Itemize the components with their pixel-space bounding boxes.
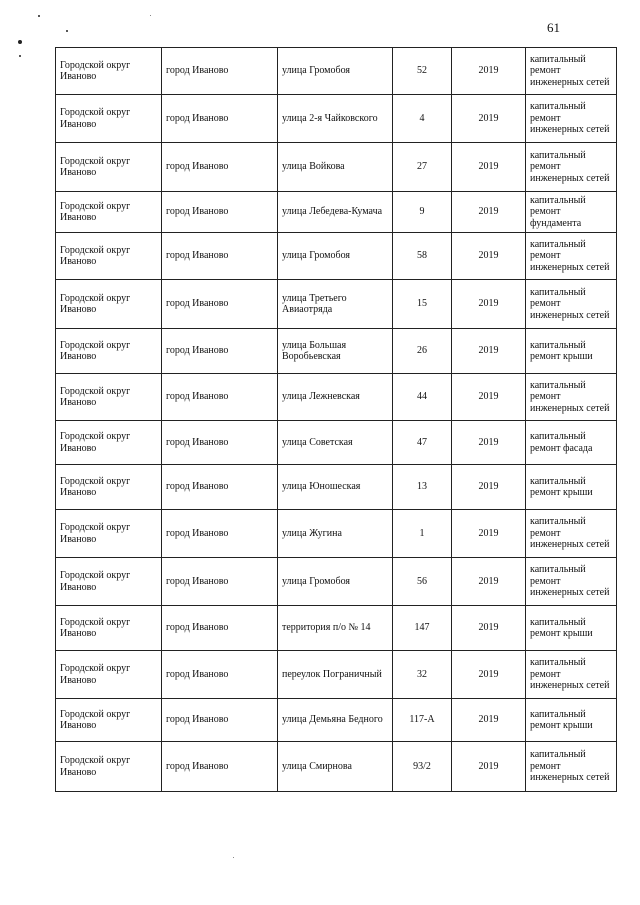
cell-okrug: Городской округ Иваново [56, 421, 162, 465]
cell-house-number: 52 [393, 48, 452, 95]
cell-okrug: Городской округ Иваново [56, 699, 162, 742]
cell-year: 2019 [452, 329, 526, 374]
cell-street: улица Демьяна Бедного [278, 699, 393, 742]
table-row [56, 192, 617, 233]
cell-work-type: капитальный ремонт инженерных сетей [526, 651, 617, 699]
cell-year: 2019 [452, 421, 526, 465]
cell-year: 2019 [452, 48, 526, 95]
cell-work-type: капитальный ремонт инженерных сетей [526, 558, 617, 606]
cell-year: 2019 [452, 192, 526, 233]
table-row [56, 699, 617, 742]
cell-work-type: капитальный ремонт крыши [526, 329, 617, 374]
cell-okrug: Городской округ Иваново [56, 329, 162, 374]
cell-house-number: 47 [393, 421, 452, 465]
scan-speck [38, 15, 40, 17]
cell-work-type: капитальный ремонт крыши [526, 606, 617, 651]
table-row [56, 558, 617, 606]
cell-street: улица Советская [278, 421, 393, 465]
cell-city: город Иваново [162, 143, 278, 192]
cell-street: улица 2-я Чайковского [278, 95, 393, 143]
cell-okrug: Городской округ Иваново [56, 510, 162, 558]
cell-work-type: капитальный ремонт инженерных сетей [526, 48, 617, 95]
cell-street: переулок Пограничный [278, 651, 393, 699]
cell-city: город Иваново [162, 95, 278, 143]
cell-city: город Иваново [162, 699, 278, 742]
cell-work-type: капитальный ремонт инженерных сетей [526, 280, 617, 329]
cell-street: улица Лежневская [278, 374, 393, 421]
cell-year: 2019 [452, 699, 526, 742]
cell-city: город Иваново [162, 465, 278, 510]
scan-speck [18, 40, 22, 44]
cell-city: город Иваново [162, 48, 278, 95]
cell-street: улица Громобоя [278, 48, 393, 95]
cell-street: улица Третьего Авиаотряда [278, 280, 393, 329]
cell-street: улица Громобоя [278, 233, 393, 280]
cell-house-number: 32 [393, 651, 452, 699]
cell-street: улица Большая Воробьевская [278, 329, 393, 374]
cell-okrug: Городской округ Иваново [56, 558, 162, 606]
cell-house-number: 27 [393, 143, 452, 192]
cell-work-type: капитальный ремонт инженерных сетей [526, 143, 617, 192]
table-row [56, 48, 617, 95]
table-row [56, 510, 617, 558]
cell-year: 2019 [452, 651, 526, 699]
cell-okrug: Городской округ Иваново [56, 48, 162, 95]
scan-speck [150, 15, 151, 16]
cell-year: 2019 [452, 510, 526, 558]
cell-house-number: 15 [393, 280, 452, 329]
cell-house-number: 1 [393, 510, 452, 558]
cell-house-number: 117-А [393, 699, 452, 742]
cell-city: город Иваново [162, 606, 278, 651]
cell-house-number: 93/2 [393, 742, 452, 792]
cell-house-number: 4 [393, 95, 452, 143]
table-row [56, 233, 617, 280]
cell-work-type: капитальный ремонт фасада [526, 421, 617, 465]
cell-work-type: капитальный ремонт крыши [526, 465, 617, 510]
cell-okrug: Городской округ Иваново [56, 280, 162, 329]
cell-city: город Иваново [162, 329, 278, 374]
cell-city: город Иваново [162, 233, 278, 280]
scan-speck [233, 857, 234, 858]
cell-year: 2019 [452, 742, 526, 792]
cell-house-number: 147 [393, 606, 452, 651]
table-row [56, 742, 617, 792]
cell-house-number: 44 [393, 374, 452, 421]
cell-city: город Иваново [162, 510, 278, 558]
cell-year: 2019 [452, 233, 526, 280]
cell-year: 2019 [452, 280, 526, 329]
cell-okrug: Городской округ Иваново [56, 143, 162, 192]
table-row [56, 606, 617, 651]
cell-city: город Иваново [162, 374, 278, 421]
cell-street: улица Жугина [278, 510, 393, 558]
cell-okrug: Городской округ Иваново [56, 192, 162, 233]
cell-year: 2019 [452, 95, 526, 143]
cell-work-type: капитальный ремонт крыши [526, 699, 617, 742]
cell-okrug: Городской округ Иваново [56, 233, 162, 280]
cell-house-number: 56 [393, 558, 452, 606]
cell-work-type: капитальный ремонт инженерных сетей [526, 233, 617, 280]
registry-table [55, 47, 617, 792]
cell-city: город Иваново [162, 280, 278, 329]
cell-okrug: Городской округ Иваново [56, 95, 162, 143]
cell-work-type: капитальный ремонт инженерных сетей [526, 742, 617, 792]
cell-city: город Иваново [162, 651, 278, 699]
cell-year: 2019 [452, 606, 526, 651]
cell-city: город Иваново [162, 558, 278, 606]
cell-work-type: капитальный ремонт инженерных сетей [526, 510, 617, 558]
table-row [56, 95, 617, 143]
cell-okrug: Городской округ Иваново [56, 742, 162, 792]
cell-house-number: 13 [393, 465, 452, 510]
cell-street: улица Войкова [278, 143, 393, 192]
registry-table-body [56, 48, 617, 792]
table-row [56, 651, 617, 699]
cell-year: 2019 [452, 143, 526, 192]
cell-house-number: 9 [393, 192, 452, 233]
cell-street: улица Громобоя [278, 558, 393, 606]
cell-street: территория п/о № 14 [278, 606, 393, 651]
table-row [56, 329, 617, 374]
cell-street: улица Юношеская [278, 465, 393, 510]
cell-street: улица Смирнова [278, 742, 393, 792]
cell-city: город Иваново [162, 421, 278, 465]
cell-okrug: Городской округ Иваново [56, 651, 162, 699]
cell-year: 2019 [452, 465, 526, 510]
cell-work-type: капитальный ремонт инженерных сетей [526, 374, 617, 421]
cell-house-number: 58 [393, 233, 452, 280]
cell-okrug: Городской округ Иваново [56, 465, 162, 510]
cell-street: улица Лебедева-Кумача [278, 192, 393, 233]
cell-city: город Иваново [162, 192, 278, 233]
cell-okrug: Городской округ Иваново [56, 606, 162, 651]
page-number: 61 [547, 20, 560, 35]
cell-year: 2019 [452, 558, 526, 606]
cell-year: 2019 [452, 374, 526, 421]
table-row [56, 465, 617, 510]
cell-house-number: 26 [393, 329, 452, 374]
table-row [56, 421, 617, 465]
table-row [56, 374, 617, 421]
cell-work-type: капитальный ремонт фундамента [526, 192, 617, 233]
table-row [56, 280, 617, 329]
scan-speck [19, 55, 21, 57]
table-row [56, 143, 617, 192]
cell-city: город Иваново [162, 742, 278, 792]
scan-speck [66, 30, 68, 32]
cell-okrug: Городской округ Иваново [56, 374, 162, 421]
cell-work-type: капитальный ремонт инженерных сетей [526, 95, 617, 143]
